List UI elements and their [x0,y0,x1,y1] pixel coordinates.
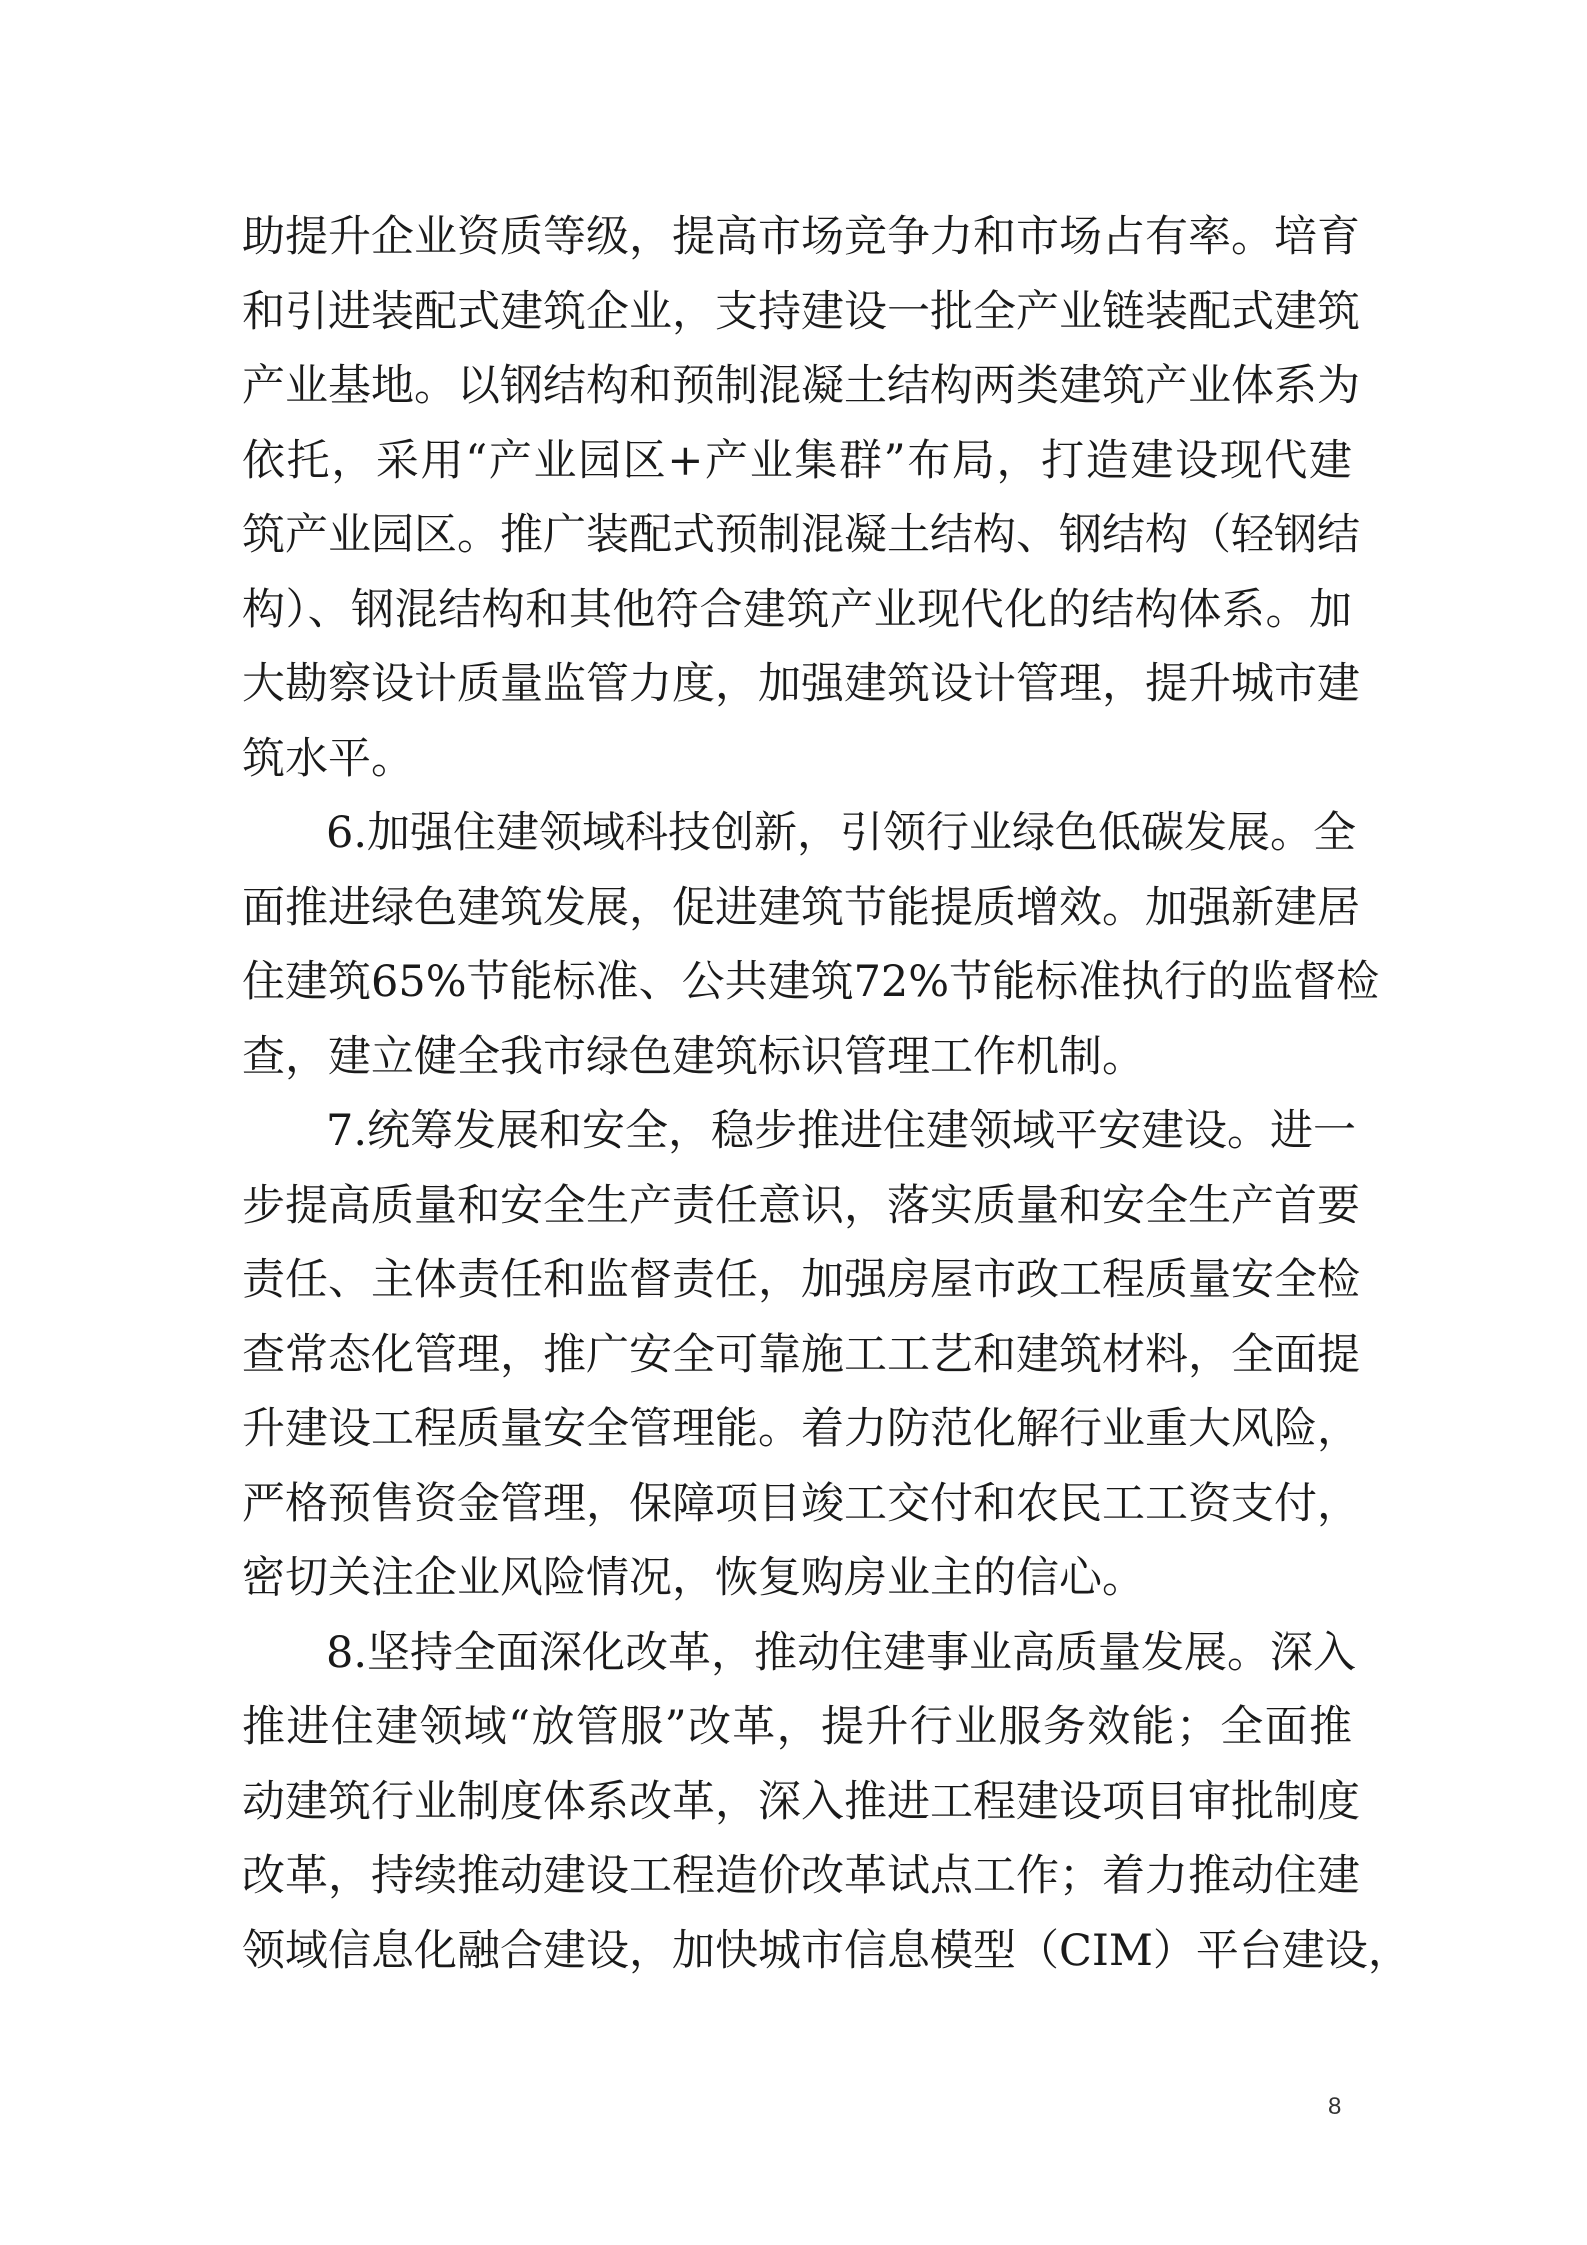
paragraph-line: 筑产业园区。推广装配式预制混凝土结构、钢结构（轻钢结 [242,510,1360,560]
paragraph-line: 和引进装配式建筑企业，支持建设一批全产业链装配式建筑 [242,286,1360,337]
paragraph-line: 产业基地。以钢结构和预制混凝土结构两类建筑产业体系为 [242,361,1360,411]
paragraph-line: 查常态化管理，推广安全可靠施工工艺和建筑材料，全面提 [242,1329,1360,1380]
paragraph-line: 改革，持续推动建设工程造价改革试点工作；着力推动住建 [242,1851,1360,1901]
paragraph-line: 升建设工程质量安全管理能。着力防范化解行业重大风险， [242,1404,1360,1454]
page-number: 8 [1328,2093,1342,2120]
paragraph-line: 责任、主体责任和监督责任，加强房屋市政工程质量安全检 [242,1255,1360,1305]
paragraph-line: 领域信息化融合建设，加快城市信息模型（CIM）平台建设， [242,1925,1411,1976]
paragraph-line: 筑水平。 [242,733,414,784]
paragraph-line: 大勘察设计质量监管力度，加强建筑设计管理，提升城市建 [242,659,1360,709]
paragraph-line: 密切关注企业风险情况，恢复购房业主的信心。 [242,1553,1145,1603]
paragraph-line: 依托，采用“产业园区+产业集群”布局，打造建设现代建 [242,435,1352,486]
paragraph-line: 步提高质量和安全生产责任意识，落实质量和安全生产首要 [242,1180,1360,1231]
paragraph-line: 住建筑65%节能标准、公共建筑72%节能标准执行的监督检 [242,957,1380,1007]
paragraph-line: 面推进绿色建筑发展，促进建筑节能提质增效。加强新建居 [242,882,1360,933]
document-body [242,200,1411,1988]
paragraph-line: 动建筑行业制度体系改革，深入推进工程建设项目审批制度 [242,1776,1360,1827]
paragraph-line: 助提升企业资质等级，提高市场竞争力和市场占有率。培育 [242,212,1360,262]
paragraph-line: 严格预售资金管理，保障项目竣工交付和农民工工资支付， [242,1478,1360,1529]
paragraph-line: 推进住建领域“放管服”改革，提升行业服务效能；全面推 [242,1702,1352,1752]
section-heading-line: 6.加强住建领域科技创新，引领行业绿色低碳发展。全 [326,808,1357,858]
paragraph-line: 构）、钢混结构和其他符合建筑产业现代化的结构体系。加 [242,584,1352,635]
section-heading-line: 8.坚持全面深化改革，推动住建事业高质量发展。深入 [326,1627,1357,1678]
paragraph-line: 查，建立健全我市绿色建筑标识管理工作机制。 [242,1031,1145,1082]
section-heading-line: 7.统筹发展和安全，稳步推进住建领域平安建设。进一 [326,1106,1357,1156]
